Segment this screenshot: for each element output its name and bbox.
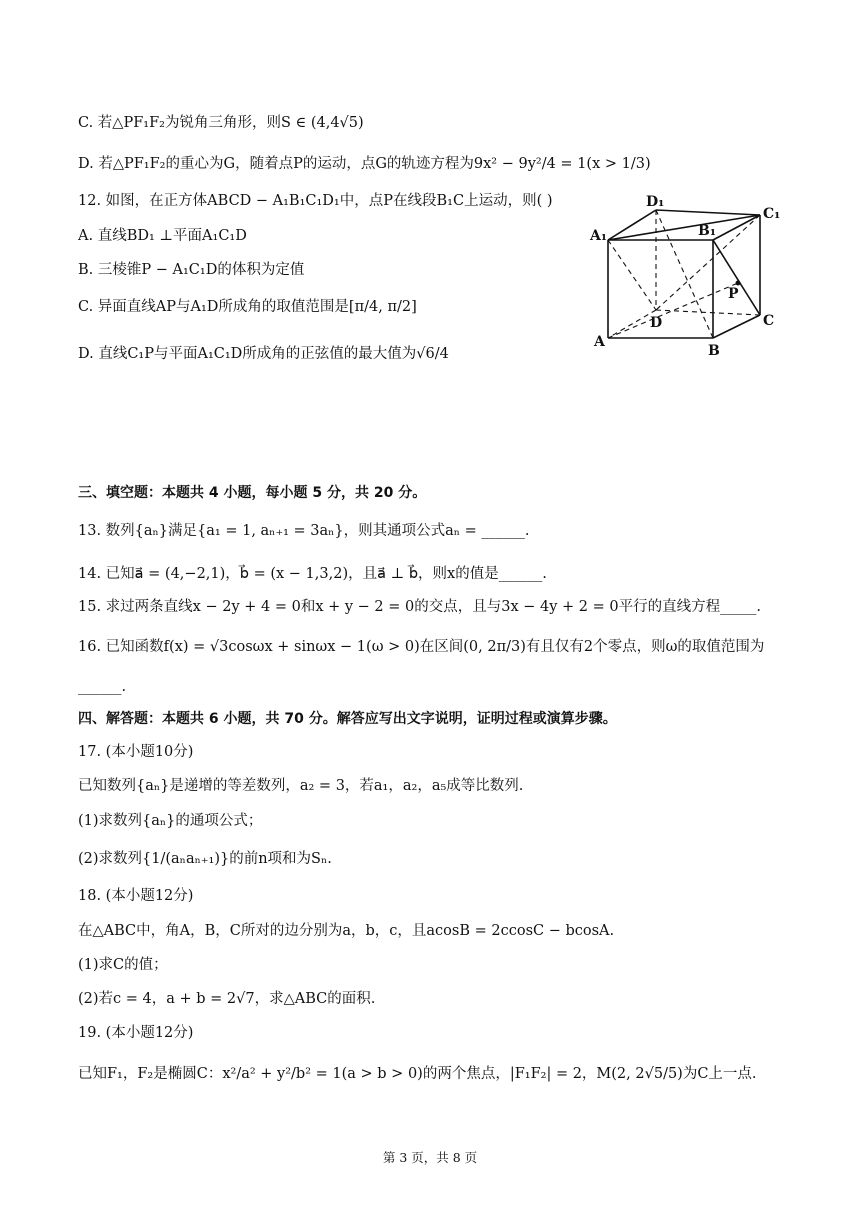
question-17-heading: 17. (本小题10分) — [78, 744, 194, 760]
label-p: P — [728, 286, 739, 302]
question-18-stem: 在△ABC中，角A，B，C所对的边分别为a，b，c，且acosB = 2ccosC − bcosA. — [78, 923, 615, 939]
question-12-option-d: D. 直线C₁P与平面A₁C₁D所成角的正弦值的最大值为√6/4 — [78, 346, 449, 362]
question-15: 15. 求过两条直线x − 2y + 4 = 0和x + y − 2 = 0的交点，且与3x − 4y + 2 = 0平行的直线方程_____. — [78, 599, 761, 615]
question-18-heading: 18. (本小题12分) — [78, 888, 194, 904]
label-c: C — [763, 313, 775, 329]
label-d1: D₁ — [646, 194, 665, 210]
question-18-part-2: (2)若c = 4，a + b = 2√7，求△ABC的面积. — [78, 991, 376, 1007]
label-b1: B₁ — [698, 223, 716, 239]
question-19-stem: 已知F₁，F₂是椭圆C：x²/a² + y²/b² = 1(a > b > 0)的两个焦点，|F₁F₂| = 2，M(2, 2√5/5)为C上一点. — [78, 1066, 757, 1082]
cube-figure — [588, 190, 788, 360]
label-d: D — [650, 315, 663, 331]
question-11-option-d: D. 若△PF₁F₂的重心为G，随着点P的运动，点G的轨迹方程为9x² − 9y²/4 = 1(x > 1/3) — [78, 156, 651, 172]
question-12-option-a: A. 直线BD₁ ⊥平面A₁C₁D — [78, 228, 247, 244]
label-a: A — [594, 334, 605, 350]
question-17-stem: 已知数列{aₙ}是递增的等差数列，a₂ = 3，若a₁，a₂，a₅成等比数列. — [78, 778, 524, 794]
question-14: 14. 已知a⃗ = (4,−2,1)，b⃗ = (x − 1,3,2)，且a⃗ ⊥ b⃗，则x的值是______. — [78, 566, 547, 582]
page-footer: 第 3 页，共 8 页 — [382, 1150, 478, 1165]
question-18-part-1: (1)求C的值； — [78, 957, 168, 973]
label-b: B — [708, 343, 720, 359]
question-16-continued: ______. — [78, 679, 127, 695]
question-11-option-c: C. 若△PF₁F₂为锐角三角形，则S ∈ (4,4√5) — [78, 115, 364, 131]
question-12-stem: 12. 如图，在正方体ABCD − A₁B₁C₁D₁中，点P在线段B₁C上运动，则( ) — [78, 193, 553, 209]
section-3-heading: 三、填空题：本题共 4 小题，每小题 5 分，共 20 分。 — [78, 485, 427, 501]
section-4-heading: 四、解答题：本题共 6 小题，共 70 分。解答应写出文字说明，证明过程或演算步骤。 — [78, 711, 617, 727]
question-12-option-b: B. 三棱锥P − A₁C₁D的体积为定值 — [78, 262, 305, 278]
point-p-marker — [736, 281, 741, 286]
question-13: 13. 数列{aₙ}满足{a₁ = 1, aₙ₊₁ = 3aₙ}，则其通项公式aₙ = ______. — [78, 523, 530, 539]
label-c1: C₁ — [763, 206, 781, 222]
label-a1: A₁ — [590, 228, 607, 244]
question-12-option-c: C. 异面直线AP与A₁D所成角的取值范围是[π/4, π/2] — [78, 299, 417, 315]
question-17-part-2: (2)求数列{1/(aₙaₙ₊₁)}的前n项和为Sₙ. — [78, 851, 332, 867]
question-17-part-1: (1)求数列{aₙ}的通项公式； — [78, 813, 263, 829]
question-16: 16. 已知函数f(x) = √3cosωx + sinωx − 1(ω > 0)在区间(0, 2π/3)有且仅有2个零点，则ω的取值范围为 — [78, 639, 765, 655]
question-19-heading: 19. (本小题12分) — [78, 1025, 194, 1041]
